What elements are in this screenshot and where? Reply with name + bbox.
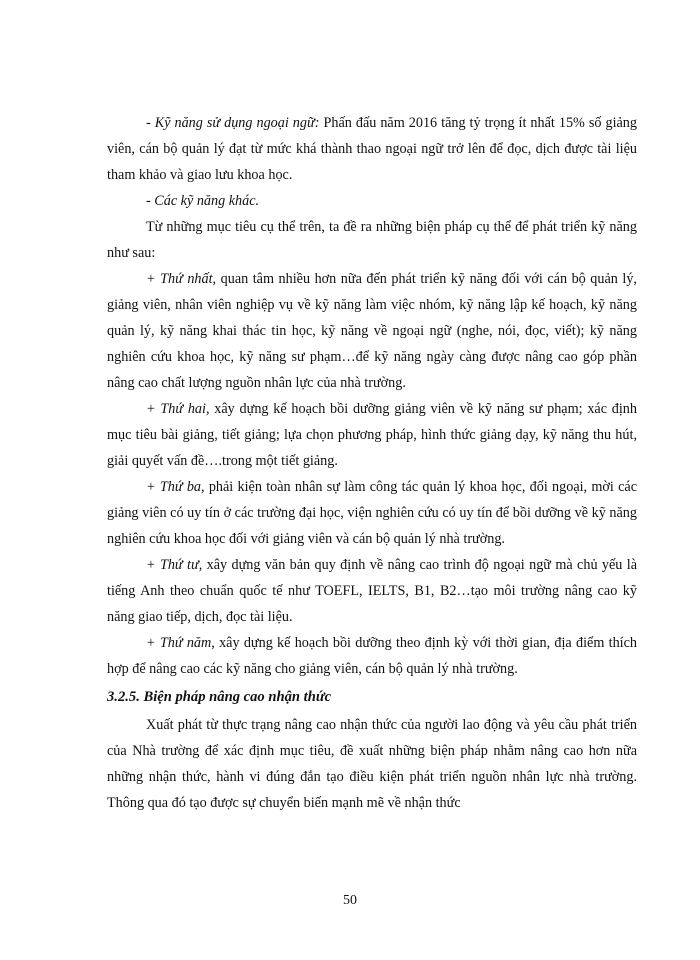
- paragraph-first-measure: [107, 266, 637, 396]
- paragraph-fifth-measure: [107, 630, 637, 682]
- paragraph-text: Từ những mục tiêu cụ thể trên, ta đề ra những biện pháp cụ thể để phát triển kỹ năng như sau:: [107, 219, 637, 261]
- paragraph-other-skills: [107, 188, 637, 214]
- paragraph-second-measure: [107, 396, 637, 474]
- paragraph-text: xây dựng kế hoạch bồi dưỡng theo định kỳ với thời gian, địa điểm thích hợp để nâng cao các kỹ năng cho giảng viên, cán bộ quản lý nhà trường.: [107, 635, 637, 677]
- paragraph-text: xây dựng kế hoạch bồi dưỡng giảng viên về kỹ năng sư phạm; xác định mục tiêu bài giảng, tiết giảng; lựa chọn phương pháp, hình thức giảng dạy, kỹ năng thu hút, giải quyết vấn đề….trong một tiết giảng.: [107, 401, 637, 469]
- paragraph-lead: - Các kỹ năng khác.: [146, 193, 260, 209]
- paragraph-text: xây dựng văn bản quy định về nâng cao trình độ ngoại ngữ mà chủ yếu là tiếng Anh theo chuẩn quốc tế như TOEFL, IELTS, B1, B2…tạo môi trường nâng cao kỹ năng giao tiếp, dịch, đọc tài liệu.: [107, 557, 637, 625]
- paragraph-measures-intro: [107, 214, 637, 266]
- paragraph-lead: + Thứ năm,: [146, 635, 215, 651]
- paragraph-lead: + Thứ hai,: [146, 401, 210, 417]
- paragraph-third-measure: [107, 474, 637, 552]
- paragraph-foreign-language-skill: [107, 110, 637, 188]
- paragraph-lead: + Thứ ba,: [146, 479, 205, 495]
- paragraph-text: Phấn đấu năm 2016 tăng tỷ trọng ít nhất 15% số giảng viên, cán bộ quản lý đạt từ mức khá thành thao ngoại ngữ trở lên để đọc, dịch được tài liệu tham khảo và giao lưu khoa học.: [107, 115, 637, 183]
- page-content: [107, 110, 637, 816]
- page-number: 50: [343, 893, 357, 908]
- paragraph-lead: + Thứ nhất,: [146, 271, 217, 287]
- section-heading: 3.2.5. Biện pháp nâng cao nhận thức: [107, 689, 332, 705]
- paragraph-fourth-measure: [107, 552, 637, 630]
- paragraph-text: phải kiện toàn nhân sự làm công tác quản lý khoa học, đối ngoại, mời các giảng viên có uy tín ở các trường đại học, viện nghiên cứu có uy tín để bồi dưỡng về kỹ năng nghiên cứu khoa học đối với giảng viên và cán bộ quản lý nhà trường.: [107, 479, 638, 547]
- closing-paragraph: Xuất phát từ thực trạng nâng cao nhận thức của người lao động và yêu cầu phát triển của Nhà trường để xác định mục tiêu, đề xuất những biện pháp nhằm nâng cao hơn nữa những nhận thức, hành vi đúng đắn tạo điều kiện phát triển nguồn nhân lực nhà trường. Thông qua đó tạo được sự chuyển biến mạnh mẽ về nhận thức: [107, 717, 637, 811]
- paragraph-lead: + Thứ tư,: [146, 557, 203, 573]
- paragraph-text: quan tâm nhiều hơn nữa đến phát triển kỹ năng đối với cán bộ quản lý, giảng viên, nhân viên nghiệp vụ về kỹ năng làm việc nhóm, kỹ năng lập kế hoạch, kỹ năng quản lý, kỹ năng khai thác tin học, kỹ năng về ngoại ngữ (nghe, nói, đọc, viết); kỹ năng nghiên cứu khoa học, kỹ năng sư phạm…để kỹ năng ngày càng được nâng cao góp phần nâng cao chất lượng nguồn nhân lực của nhà trường.: [107, 271, 637, 391]
- paragraph-lead: - Kỹ năng sử dụng ngoại ngữ:: [146, 115, 320, 131]
